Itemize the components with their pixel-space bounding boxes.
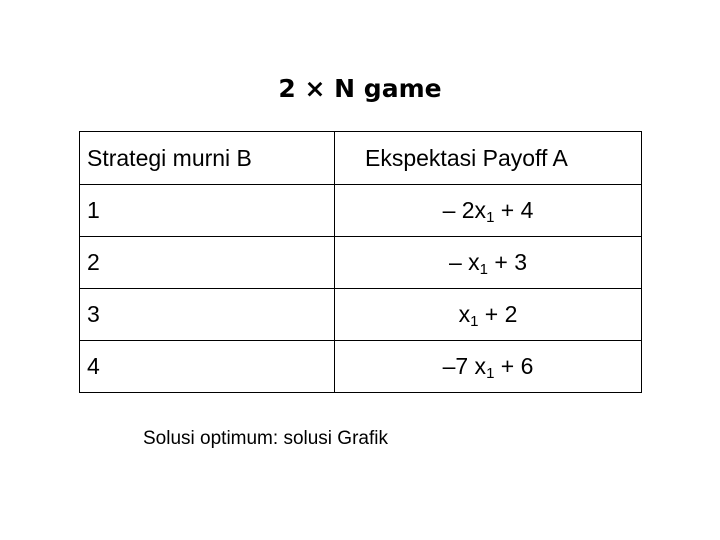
payoff-constant: + 4 bbox=[494, 197, 534, 223]
table-row bbox=[80, 185, 642, 237]
header-strategy: Strategi murni B bbox=[80, 132, 335, 185]
payoff-constant: + 3 bbox=[488, 249, 528, 275]
payoff-table bbox=[79, 131, 642, 393]
payoff-subscript: 1 bbox=[470, 313, 479, 330]
payoff-subscript: 1 bbox=[486, 209, 495, 226]
payoff-constant: + 6 bbox=[494, 353, 534, 379]
table-header-row bbox=[80, 132, 642, 185]
payoff-term: x bbox=[458, 301, 471, 327]
table-row bbox=[80, 289, 642, 341]
payoff-subscript: 1 bbox=[479, 261, 488, 278]
strategy-cell: 3 bbox=[80, 289, 335, 341]
header-payoff: Ekspektasi Payoff A bbox=[335, 132, 642, 185]
payoff-term: – 2x bbox=[442, 197, 487, 223]
payoff-constant: + 2 bbox=[478, 301, 518, 327]
strategy-cell: 1 bbox=[80, 185, 335, 237]
payoff-term: – x bbox=[448, 249, 480, 275]
payoff-term: –7 x bbox=[442, 353, 487, 379]
payoff-cell bbox=[335, 289, 642, 341]
payoff-subscript: 1 bbox=[486, 365, 495, 382]
payoff-cell bbox=[335, 237, 642, 289]
strategy-cell: 2 bbox=[80, 237, 335, 289]
strategy-cell: 4 bbox=[80, 341, 335, 393]
table-row bbox=[80, 237, 642, 289]
solution-note: Solusi optimum: solusi Grafik bbox=[143, 428, 388, 449]
payoff-cell bbox=[335, 185, 642, 237]
payoff-cell bbox=[335, 341, 642, 393]
table-row bbox=[80, 341, 642, 393]
page-title: 2 × N game bbox=[278, 74, 442, 103]
